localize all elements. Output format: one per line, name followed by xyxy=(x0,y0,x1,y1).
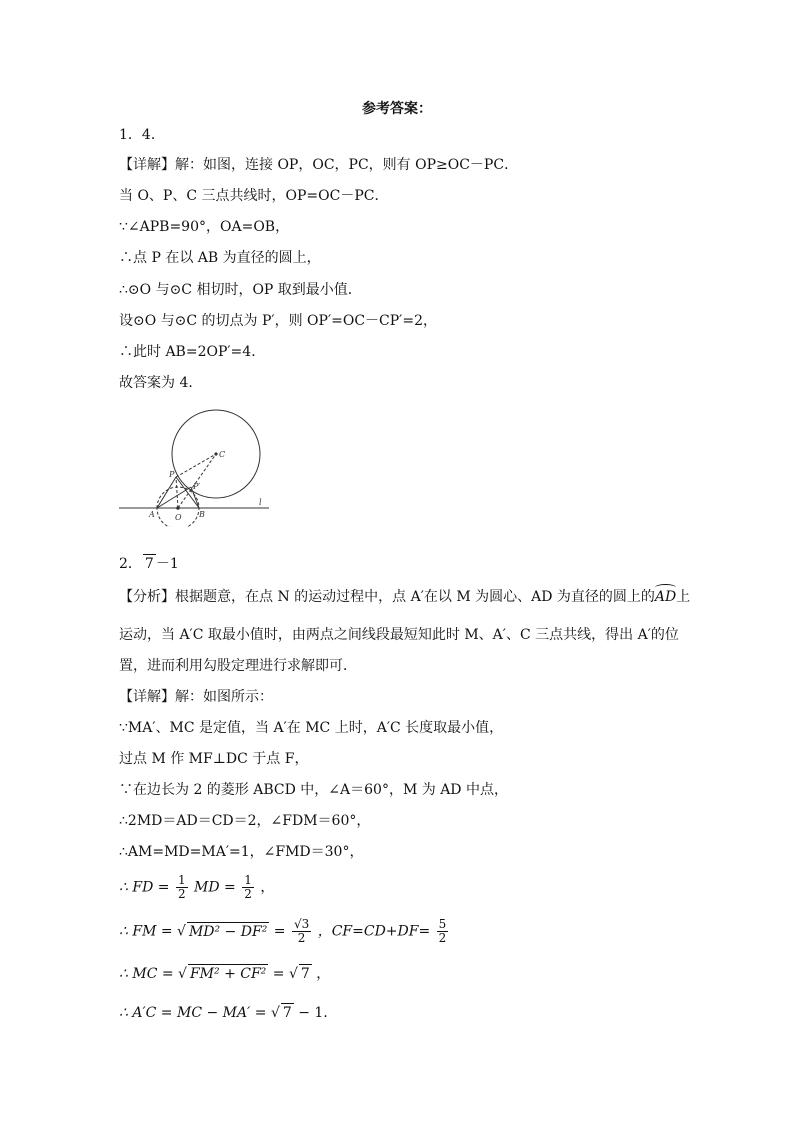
point-o xyxy=(176,506,180,510)
eq-fm-lhs: ∴ FM = xyxy=(119,923,173,940)
geometry-figure xyxy=(119,405,271,527)
page-title: 参考答案： xyxy=(362,101,432,117)
frac-den: 2 xyxy=(438,931,447,945)
label-p-prime: P′ xyxy=(193,482,201,491)
q2-analysis-1 xyxy=(119,588,690,606)
q2-detail-1: 【详解】解：如图所示： xyxy=(119,689,273,705)
q2-arc-ad: AD xyxy=(654,589,677,605)
q2-eq-fm xyxy=(119,918,450,945)
segment-ap-prime xyxy=(157,487,191,508)
label-c: C xyxy=(219,450,226,459)
sqrt-symbol: √ xyxy=(177,923,186,940)
q1-line-6: 设⊙O 与⊙C 的切点为 P′，则 OP′=OC－CP′=2， xyxy=(119,313,437,329)
eq-ac-end: − 1． xyxy=(298,1005,338,1021)
frac-num: 5 xyxy=(438,917,447,931)
eq-fd-end: ， xyxy=(260,879,275,896)
frac-num: 1 xyxy=(177,873,186,887)
q1-line-7: ∴此时 AB=2OP′=4． xyxy=(119,344,266,360)
q2-eq-ac xyxy=(119,1003,337,1022)
q2-number: 2． xyxy=(119,556,142,572)
label-l: l xyxy=(259,498,262,507)
eq-mc-end: ， xyxy=(316,966,331,982)
q2-eq-mc xyxy=(119,964,330,983)
eq-ac-lhs: ∴ A′C = MC − MA′ = xyxy=(119,1005,267,1021)
point-c xyxy=(214,452,217,455)
q2-detail-3: 过点 M 作 MF⊥DC 于点 F， xyxy=(119,751,309,767)
eq-mc-radicand: FM² + CF² xyxy=(189,966,267,982)
eq-ac-radicand: 7 xyxy=(282,1005,292,1021)
segment-pc xyxy=(176,454,216,477)
q2-detail-4: ∵在边长为 2 的菱形 ABCD 中，∠A＝60°，M 为 AD 中点， xyxy=(119,782,508,798)
frac-num: √3 xyxy=(293,917,310,931)
q1-line-8: 故答案为 4． xyxy=(119,375,203,391)
eq-cf: ，CF=CD+DF= xyxy=(317,923,431,940)
sqrt-symbol: √ xyxy=(288,966,298,982)
eq-mc-lhs: ∴ MC = xyxy=(119,966,174,982)
q2-analysis-1a: 【分析】根据题意，在点 N 的运动过程中，点 A′在以 M 为圆心、AD 为直径的圆上的 xyxy=(119,589,655,605)
q1-line-2: 当 O、P、C 三点共线时，OP=OC－PC． xyxy=(119,188,389,204)
label-o: O xyxy=(175,513,182,522)
segment-ap xyxy=(157,477,176,508)
q1-line-1: 【详解】解：如图，连接 OP，OC，PC，则有 OP≥OC－PC． xyxy=(119,157,519,173)
sqrt-symbol: √ xyxy=(178,966,187,982)
eq-fd-frac-1 xyxy=(176,874,188,901)
q2-detail-6: ∴AM=MD=MA′=1，∠FMD＝30°， xyxy=(119,844,364,860)
q2-number-suffix: －1 xyxy=(155,556,179,572)
q2-analysis-1b: 上 xyxy=(676,589,691,605)
q2-answer xyxy=(119,554,179,573)
q2-detail-2: ∵MA′、MC 是定值，当 A′在 MC 上时，A′C 长度取最小值， xyxy=(119,720,504,736)
eq-fd-frac-2 xyxy=(242,874,254,901)
label-p: P xyxy=(169,470,175,479)
q1-line-3: ∵∠APB=90°，OA=OB， xyxy=(119,219,290,235)
q2-analysis-2: 运动，当 A′C 取最小值时，由两点之间线段最短知此时 M、A′、C 三点共线，得出 A′的位 xyxy=(119,627,679,643)
sqrt-symbol: √ xyxy=(270,1005,280,1021)
q1-line-5: ∴⊙O 与⊙C 相切时，OP 取到最小值． xyxy=(119,282,362,298)
q2-analysis-3: 置，进而利用勾股定理进行求解即可． xyxy=(119,658,357,674)
eq-fm-radicand: MD² − DF² xyxy=(188,923,268,940)
frac-den: 2 xyxy=(177,887,186,901)
frac-num: 1 xyxy=(244,873,252,887)
q1-answer: 1．4． xyxy=(119,127,165,143)
eq-fm-equals: = xyxy=(273,923,286,940)
eq-mc-radicand-2: 7 xyxy=(300,966,310,982)
label-b: B xyxy=(199,510,205,519)
q2-eq-fd xyxy=(119,874,274,901)
eq-fd-lhs: ∴ FD = xyxy=(119,879,170,896)
eq-cf-frac xyxy=(437,918,449,945)
segment-op xyxy=(176,477,178,508)
eq-fd-mid: MD = xyxy=(194,879,236,896)
frac-den: 2 xyxy=(244,887,252,901)
eq-fm-frac xyxy=(292,918,311,945)
eq-mc-equals: = xyxy=(272,966,285,982)
q2-detail-5: ∴2MD＝AD＝CD＝2，∠FDM＝60°， xyxy=(119,813,371,829)
q1-line-4: ∴点 P 在以 AB 为直径的圆上， xyxy=(119,250,321,266)
q2-sqrt: 7 xyxy=(144,556,154,572)
frac-den: 2 xyxy=(297,931,306,945)
label-a: A xyxy=(149,510,155,519)
